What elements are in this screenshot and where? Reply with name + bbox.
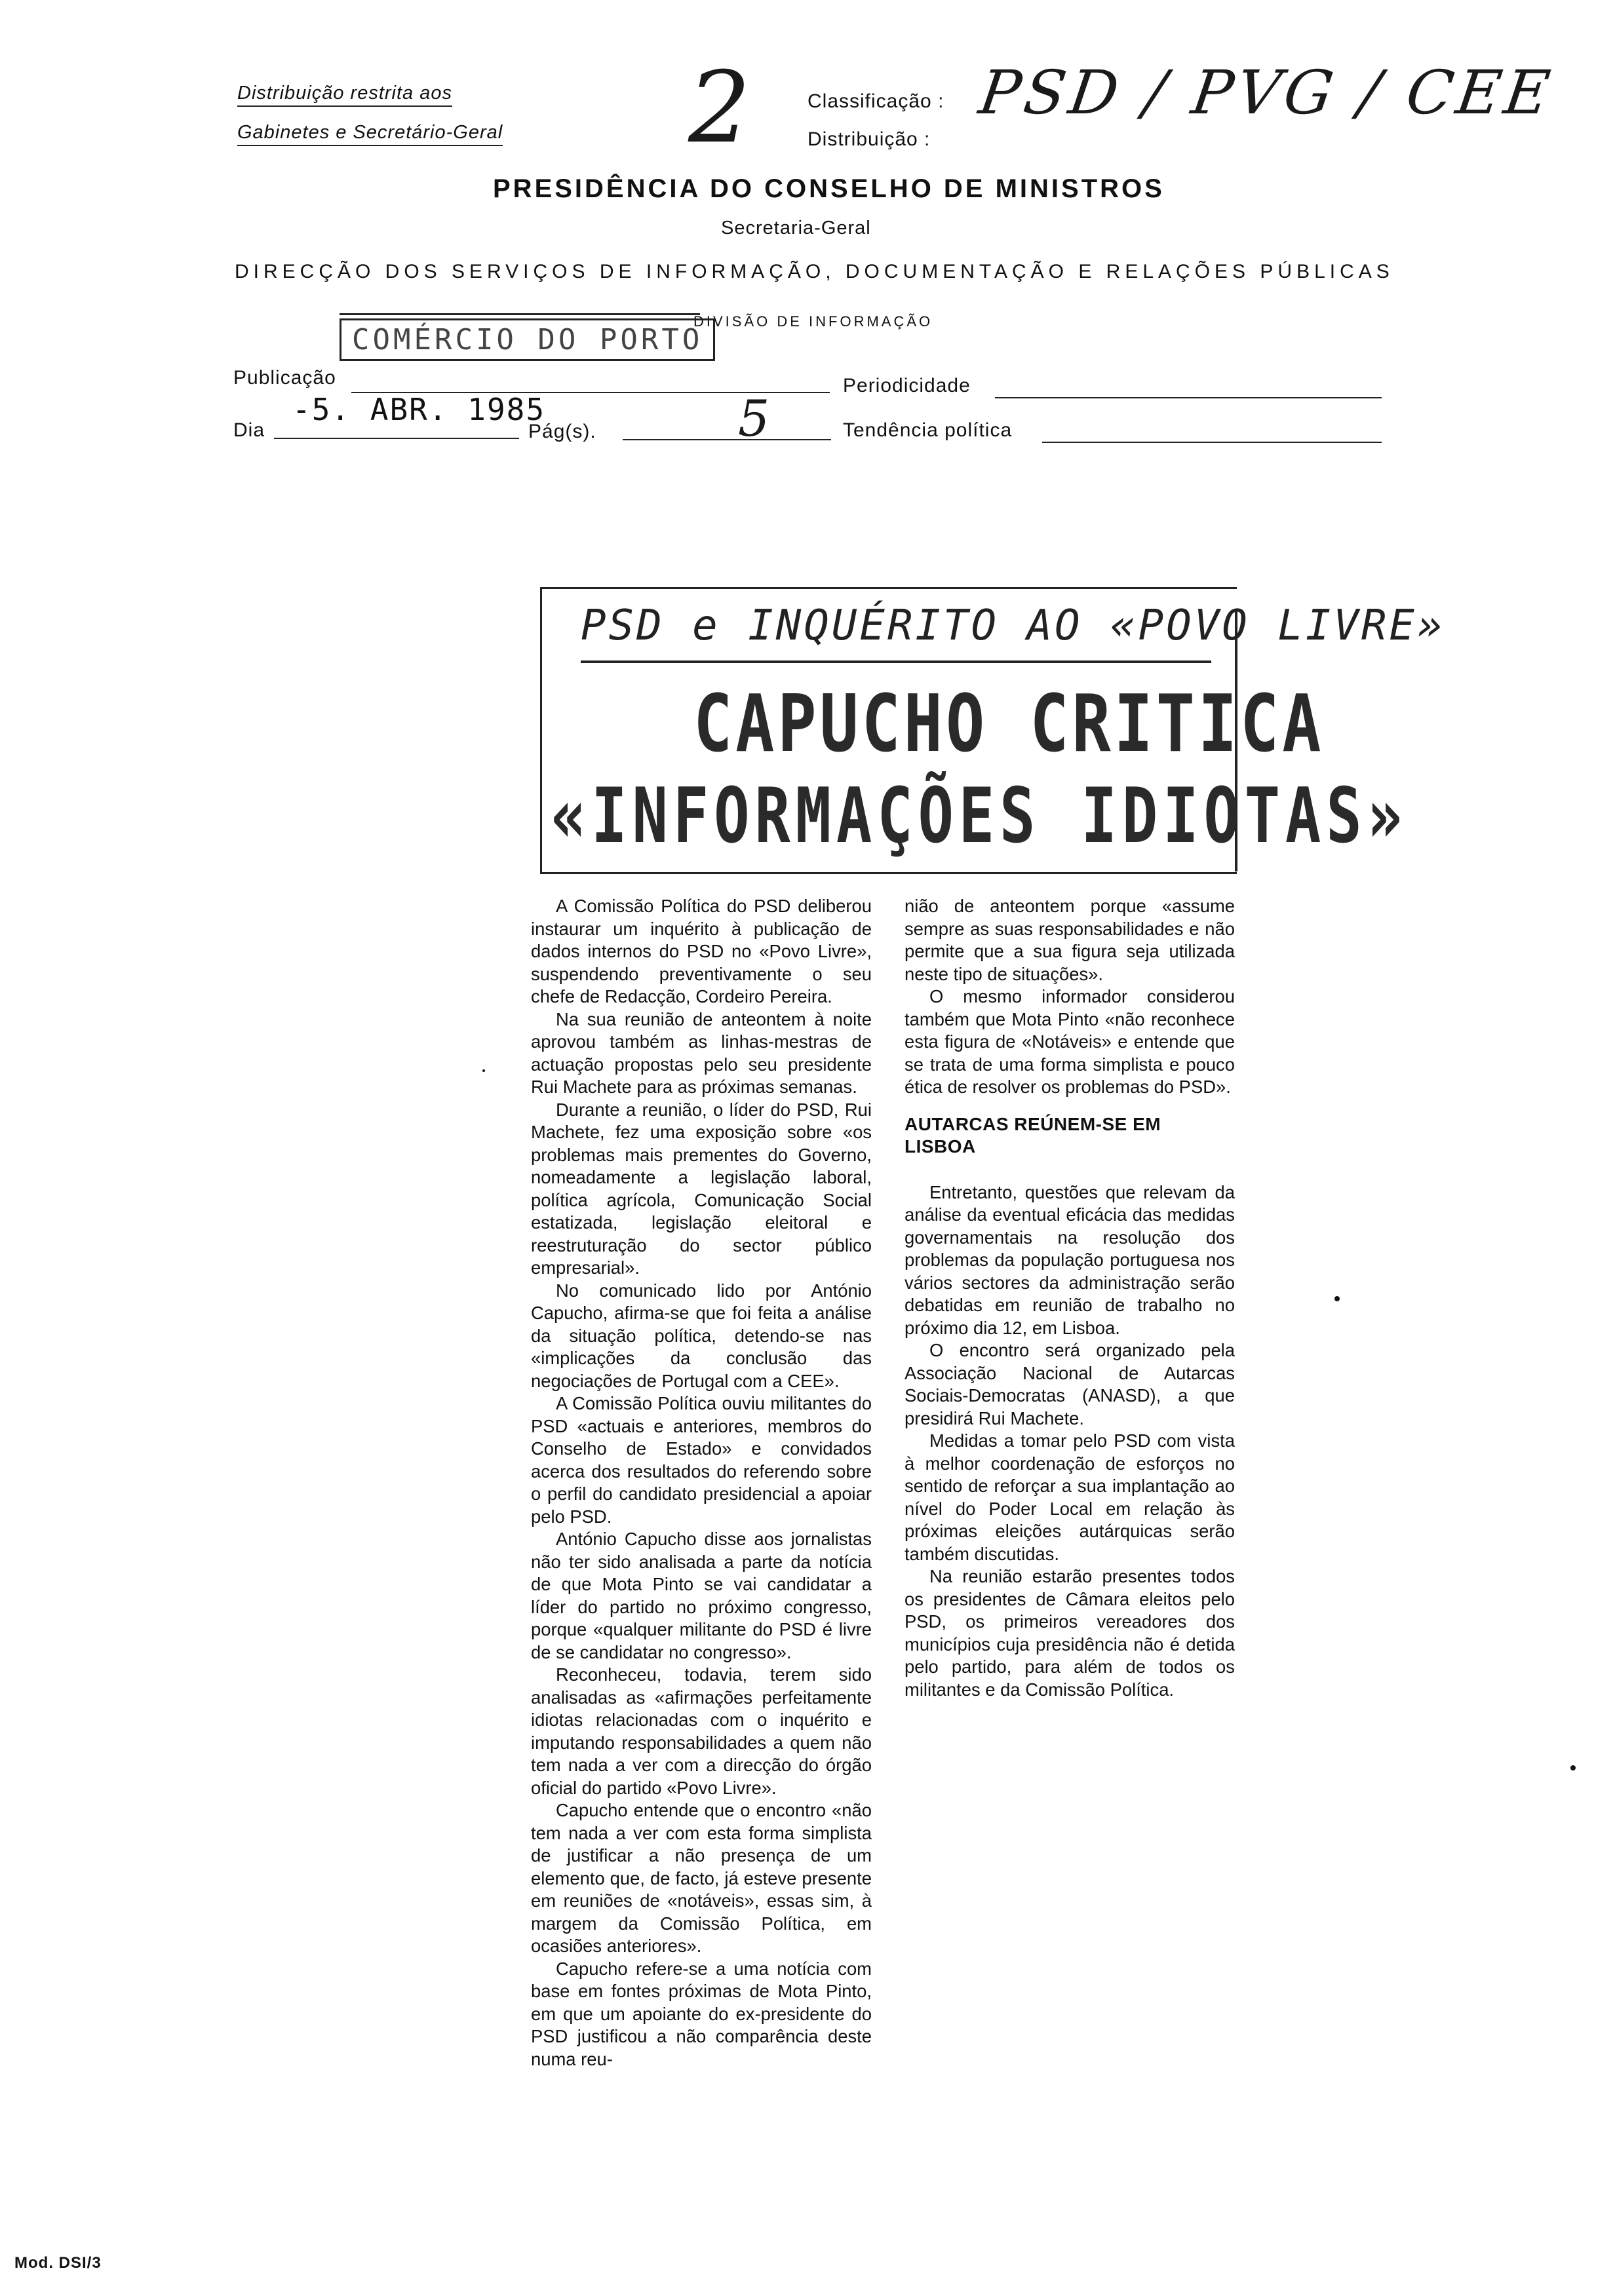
publicacao-label: Publicação [233,367,336,389]
kicker-rule [581,660,1211,663]
dia-field-line [274,438,519,439]
divisao-rule [340,313,700,315]
pags-field-line [623,439,831,440]
date-stamp: -5. ABR. 1985 [292,392,546,427]
publication-stamp: COMÉRCIO DO PORTO [340,318,715,361]
scan-speck [1570,1765,1576,1770]
form-code: Mod. DSI/3 [14,2254,102,2272]
tendencia-label: Tendência política [843,419,1013,441]
paragraph: Capucho refere-se a uma notícia com base em fontes próximas de Mota Pinto, em que um apoiante do ex-presidente do PSD justificou a não comparência deste numa reu- [531,1958,872,2069]
paragraph: A Comissão Política do PSD deliberou instaurar um inquérito à publicação de dados internos do PSD no «Povo Livre», suspendendo preventivamente o seu chefe de Redacção, Cordeiro Pereira. [531,896,872,1006]
paragraph: No comunicado lido por António Capucho, afirma-se que foi feita a análise da situação política, detendo-se nas «implicações da conclusão das negociações de Portugal com a CEE». [531,1280,872,1391]
scan-speck [1334,1296,1340,1301]
periodicidade-label: Periodicidade [843,375,971,396]
handwritten-classification: PSD / PVG / CEE [975,58,1558,128]
paragraph: Reconheceu, todavia, terem sido analisadas as «afirmações perfeitamente idiotas relacionadas com o inquérito e imputando responsabilidades a quem não tem nada a ver com a direcção do órgão oficial do partido «Povo Livre». [531,1664,872,1798]
article-column-2 [905,895,1235,1701]
paragraph: A Comissão Política ouviu militantes do PSD «actuais e anteriores, membros do Conselho de Estado» e convidados acerca dos resultados do referendo sobre o perfil do candidato presidencial a apoiar pelo PSD. [531,1393,872,1527]
tendencia-field-line [1042,442,1382,443]
dia-label: Dia [233,419,265,441]
classificacao-label: Classificação : [808,90,944,112]
article-subhead: AUTARCAS REÚNEM-SE EM LISBOA [905,1113,1161,1157]
paragraph: O mesmo informador considerou também que Mota Pinto «não reconhece esta figura de «Notáveis» e entende que se trata de uma forma simplista e pouco ética de resolver os problemas do PSD». [905,986,1235,1097]
pags-label: Pág(s). [528,421,596,442]
paragraph: O encontro será organizado pela Associação Nacional de Autarcas Sociais-Democratas (ANASD), a que presidirá Rui Machete. [905,1340,1235,1428]
periodicidade-field-line [995,397,1382,398]
divisao-informacao: DIVISÃO DE INFORMAÇÃO [693,313,933,330]
handwritten-copy-number: 2 [688,51,751,165]
article-column-1 [531,895,872,2071]
paragraph: Na sua reunião de anteontem à noite aprovou também as linhas-mestras de actuação propostas pelo seu presidente Rui Machete para as próximas semanas. [531,1008,872,1097]
headline-line-2: «INFORMAÇÕES IDIOTAS» [551,772,1408,860]
paragraph: nião de anteontem porque «assume sempre as suas responsabilidades e não permite que a sua figura seja utilizada neste tipo de situações». [905,896,1235,984]
distribution-restriction-line2: Gabinetes e Secretário-Geral [237,122,503,146]
secretaria-geral: Secretaria-Geral [721,218,871,239]
direccao-servicos: DIRECÇÃO DOS SERVIÇOS DE INFORMAÇÃO, DOCUMENTAÇÃO E RELAÇÕES PÚBLICAS [235,261,1394,282]
institution-title: PRESIDÊNCIA DO CONSELHO DE MINISTROS [493,174,1165,203]
scan-speck [482,1069,485,1072]
article-kicker: PSD e INQUÉRITO AO «POVO LIVRE» [581,602,1445,650]
handwritten-page-number: 5 [738,389,770,448]
paragraph: Medidas a tomar pelo PSD com vista à melhor coordenação de esforços no sentido de reforçar a sua implantação ao nível do Poder Local em relação às próximas eleições autárquicas serão também discutidas. [905,1430,1235,1564]
headline-line-1: CAPUCHO CRITICA [693,679,1325,770]
paragraph: Na reunião estarão presentes todos os presidentes de Câmara eleitos pelo PSD, os primeiros vereadores dos municípios cuja presidência não é detida pelo partido, para além de todos os militantes e da Comissão Política. [905,1566,1235,1700]
distribution-restriction-line1: Distribuição restrita aos [237,83,452,107]
distribuicao-label: Distribuição : [808,128,931,150]
paragraph: Entretanto, questões que relevam da análise da eventual eficácia das medidas governamentais na resolução dos problemas da população portuguesa nos vários sectores da administração serão debatidas em reunião de trabalho no próximo dia 12, em Lisboa. [905,1181,1235,1338]
paragraph: Durante a reunião, o líder do PSD, Rui Machete, fez uma exposição sobre «os problemas mais prementes do Governo, nomeadamente a legislação laboral, política agrícola, Comunicação Social estatizada, legislação eleitoral e reestruturação do sector público empresarial». [531,1099,872,1278]
paragraph: António Capucho disse aos jornalistas não ter sido analisada a parte da notícia de que Mota Pinto se vai candidatar a líder do partido no próximo congresso, porque «qualquer militante do PSD é livre de se candidatar no congresso». [531,1529,872,1662]
paragraph: Capucho entende que o encontro «não tem nada a ver com esta forma simplista de justificar a não presença de um elemento que, de facto, já esteve presente em reuniões de «notáveis», essas sim, à margem da Comissão Política, em ocasiões anteriores». [531,1800,872,1956]
